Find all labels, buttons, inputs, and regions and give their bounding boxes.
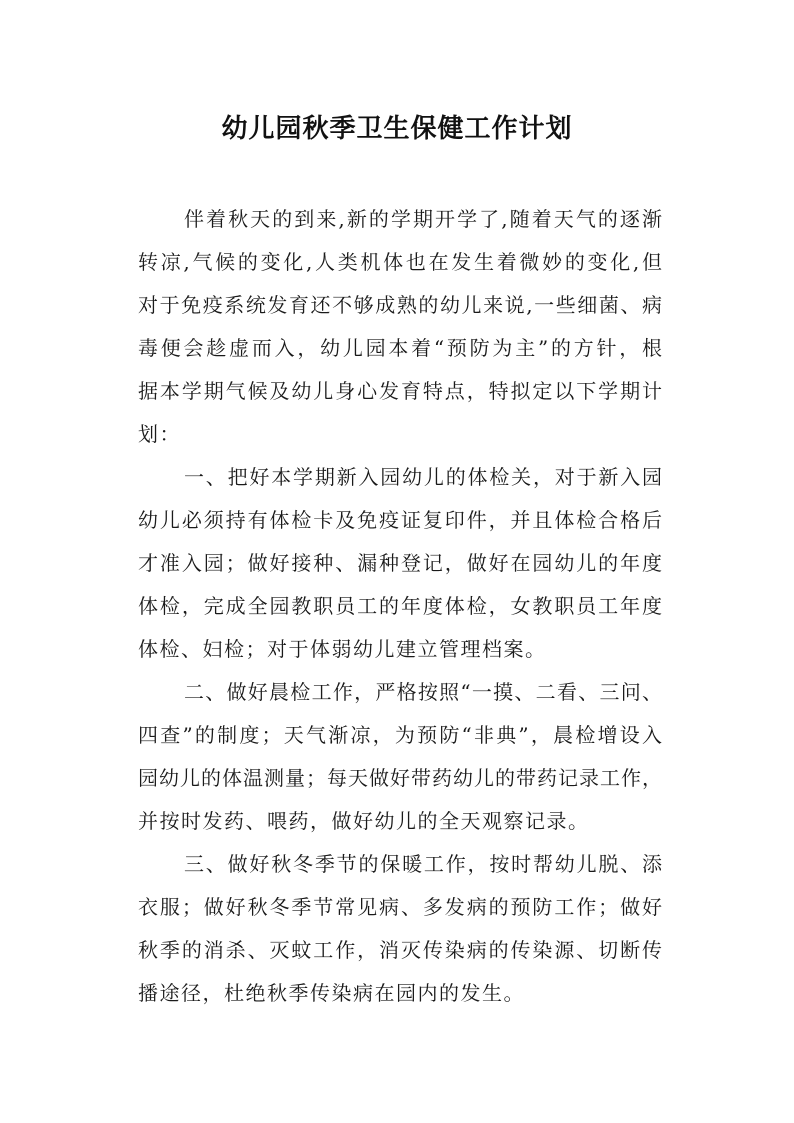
text-line: 并按时发药、喂药，做好幼儿的全天观察记录。	[138, 809, 590, 833]
paragraph-item-2	[138, 671, 662, 843]
text-line: 据本学期气候及幼儿身心发育特点，特拟定以下学期计	[138, 379, 662, 403]
text-line: 才准入园；做好接种、漏种登记，做好在园幼儿的年度	[138, 551, 662, 575]
document-body	[138, 198, 662, 1015]
text-line: 体检，完成全园教职员工的年度体检，女教职员工年度	[138, 594, 662, 618]
text-line: 转凉,气候的变化,人类机体也在发生着微妙的变化,但	[138, 250, 662, 274]
paragraph-intro	[138, 198, 662, 456]
text-line: 伴着秋天的到来,新的学期开学了,随着天气的逐渐	[184, 207, 662, 231]
text-line: 四查”的制度；天气渐凉，为预防“非典”，晨检增设入	[138, 723, 662, 747]
paragraph-item-1	[138, 456, 662, 671]
text-line: 二、做好晨检工作，严格按照“一摸、二看、三问、	[184, 680, 662, 704]
document-title: 幼儿园秋季卫生保健工作计划	[221, 114, 573, 144]
text-line: 园幼儿的体温测量；每天做好带药幼儿的带药记录工作，	[138, 766, 662, 790]
paragraph-item-3	[138, 843, 662, 1015]
text-line: 体检、妇检；对于体弱幼儿建立管理档案。	[138, 637, 547, 661]
text-line: 对于免疫系统发育还不够成熟的幼儿来说,一些细菌、病	[138, 293, 662, 317]
text-line: 幼儿必须持有体检卡及免疫证复印件，并且体检合格后	[138, 508, 662, 532]
text-line: 划：	[138, 422, 181, 446]
text-line: 秋季的消杀、灭蚊工作，消灭传染病的传染源、切断传	[138, 938, 662, 962]
text-line: 毒便会趁虚而入，幼儿园本着“预防为主”的方针，根	[138, 336, 662, 360]
text-line: 三、做好秋冬季节的保暖工作，按时帮幼儿脱、添	[184, 852, 662, 876]
text-line: 一、把好本学期新入园幼儿的体检关，对于新入园	[184, 465, 662, 489]
text-line: 衣服；做好秋冬季节常见病、多发病的预防工作；做好	[138, 895, 662, 919]
text-line: 播途径，杜绝秋季传染病在园内的发生。	[138, 981, 525, 1005]
